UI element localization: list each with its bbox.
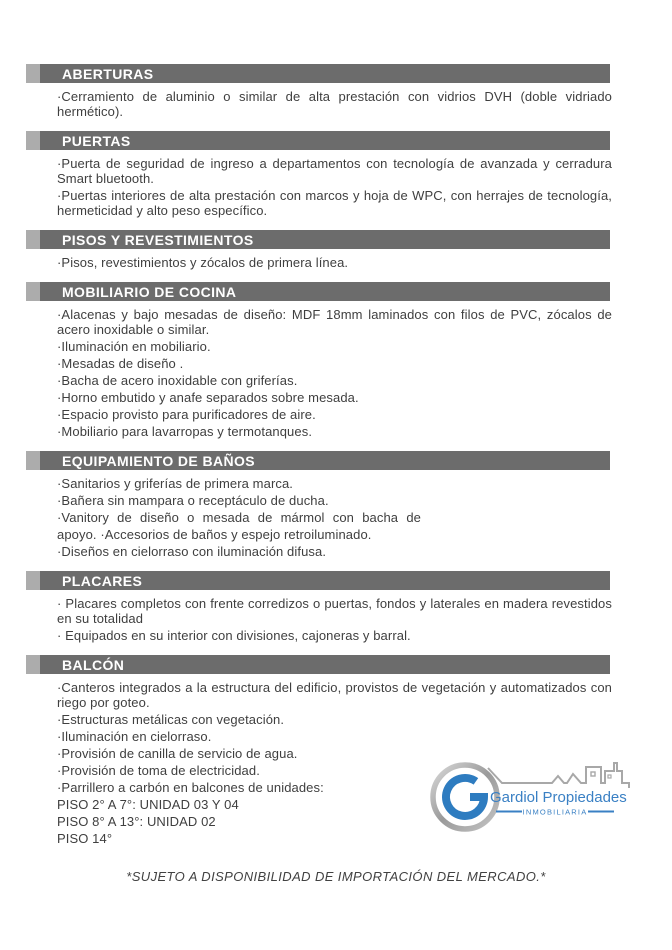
spec-item: ·Diseños en cielorraso con iluminación difusa. <box>57 544 327 559</box>
section-title: PISOS Y REVESTIMIENTOS <box>62 231 254 248</box>
section-title: PLACARES <box>62 572 143 589</box>
spec-item: ·Bacha de acero inoxidable con griferías. <box>57 373 298 388</box>
spec-item: ·Provisión de canilla de servicio de agua. <box>57 746 298 761</box>
spec-item: ·Bañera sin mampara o receptáculo de ducha. <box>57 493 329 508</box>
spec-item: ·Puerta de seguridad de ingreso a departamentos con tecnología de avanzada y cerradura Smart bluetooth. <box>57 156 612 186</box>
floor-units-line: PISO 2° A 7°: UNIDAD 03 Y 04 <box>57 797 239 812</box>
spec-item: ·Sanitarios y griferías de primera marca. <box>57 476 294 491</box>
floor-units-line: PISO 8° A 13°: UNIDAD 02 <box>57 814 216 829</box>
section-header-bar <box>26 655 610 674</box>
spec-item: ·Mobiliario para lavarropas y termotanques. <box>57 424 313 439</box>
spec-item: ·Cerramiento de aluminio o similar de alta prestación con vidrios DVH (doble vidriado hermético). <box>57 89 612 119</box>
bar-accent <box>26 655 40 674</box>
spec-item: ·Canteros integrados a la estructura del edificio, provistos de vegetación y automatizados con riego por goteo. <box>57 680 612 710</box>
logo-graphic <box>426 752 640 844</box>
spec-item: ·Iluminación en cielorraso. <box>57 729 212 744</box>
spec-item: ·Estructuras metálicas con vegetación. <box>57 712 285 727</box>
section-title: MOBILIARIO DE COCINA <box>62 283 237 300</box>
spec-item: ·Provisión de toma de electricidad. <box>57 763 260 778</box>
logo-brand-text: Gardiol Propiedades <box>490 789 627 806</box>
gardiol-propiedades-logo <box>426 752 640 844</box>
section-header-bar <box>26 230 610 249</box>
spec-item: apoyo. ·Accesorios de baños y espejo retroiluminado. <box>57 527 372 542</box>
section-body <box>57 596 612 643</box>
bar-accent <box>26 451 40 470</box>
spec-item: ·Mesadas de diseño . <box>57 356 184 371</box>
section-title: ABERTURAS <box>62 65 154 82</box>
bar-accent <box>26 131 40 150</box>
bar-accent <box>26 64 40 83</box>
spec-item: ·Parrillero a carbón en balcones de unidades: <box>57 780 324 795</box>
section-body <box>57 476 612 559</box>
market-availability-disclaimer: *SUJETO A DISPONIBILIDAD DE IMPORTACIÓN DEL MERCADO.* <box>126 869 546 884</box>
bar-accent <box>26 282 40 301</box>
spec-item: ·Alacenas y bajo mesadas de diseño: MDF 18mm laminados con filos de PVC, zócalos de acero inoxidable o similar. <box>57 307 612 337</box>
section-header-bar <box>26 64 610 83</box>
spec-item: ·Puertas interiores de alta prestación con marcos y hoja de WPC, con herrajes de tecnología, hermeticidad y alto peso específico. <box>57 188 612 218</box>
bar-accent <box>26 571 40 590</box>
logo-tagline-text: INMOBILIARIA <box>522 807 588 817</box>
section-header-bar <box>26 131 610 150</box>
section-header-bar <box>26 451 610 470</box>
section-title: BALCÓN <box>62 656 125 673</box>
city-skyline-icon <box>488 763 629 788</box>
spec-item: ·Horno embutido y anafe separados sobre mesada. <box>57 390 359 405</box>
section-body <box>57 89 612 119</box>
section-puertas <box>0 131 672 218</box>
spec-item: ·Espacio provisto para purificadores de aire. <box>57 407 316 422</box>
section-placares <box>0 571 672 643</box>
spec-item: ·Vanitory de diseño o mesada de mármol con bacha de <box>57 510 421 525</box>
section-body <box>57 307 612 439</box>
spec-item: ·Pisos, revestimientos y zócalos de primera línea. <box>57 255 349 270</box>
section-pisos-y-revestimientos <box>0 230 672 270</box>
spec-item: ·Iluminación en mobiliario. <box>57 339 211 354</box>
section-aberturas <box>0 64 672 119</box>
spec-item: · Placares completos con frente corredizos o puertas, fondos y laterales en madera revestidos en su totalidad <box>57 596 612 626</box>
section-title: EQUIPAMIENTO DE BAÑOS <box>62 452 256 469</box>
floor-units-line: PISO 14° <box>57 831 113 846</box>
section-body <box>57 156 612 218</box>
section-body <box>57 255 612 270</box>
section-mobiliario-de-cocina <box>0 282 672 439</box>
section-equipamiento-de-banos <box>0 451 672 559</box>
section-title: PUERTAS <box>62 132 131 149</box>
spec-item: · Equipados en su interior con divisiones, cajoneras y barral. <box>57 628 411 643</box>
section-header-bar <box>26 571 610 590</box>
bar-accent <box>26 230 40 249</box>
section-header-bar <box>26 282 610 301</box>
